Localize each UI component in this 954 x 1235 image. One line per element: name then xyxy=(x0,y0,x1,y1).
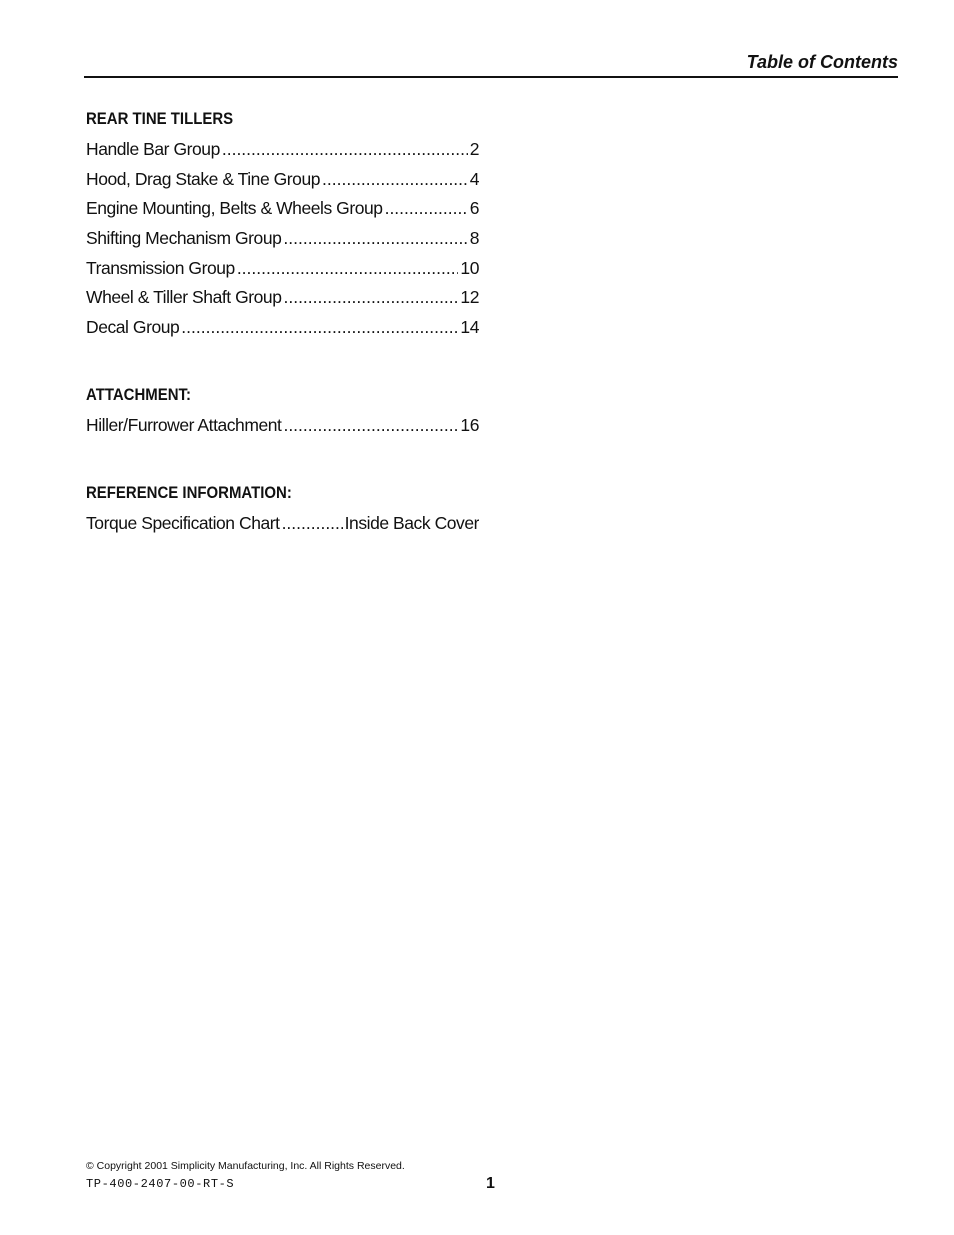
toc-entry-label: Decal Group xyxy=(86,317,180,338)
toc-entry-page: 6 xyxy=(469,198,479,219)
toc-entry-transmission-group[interactable] xyxy=(86,257,479,287)
toc-entry-label: Hood, Drag Stake & Tine Group xyxy=(86,168,321,189)
footer-copyright: © Copyright 2001 Simplicity Manufacturing, Inc. All Rights Reserved. xyxy=(86,1160,405,1172)
toc-entry-label: Transmission Group xyxy=(86,257,235,278)
toc-entry-label: Hiller/Furrower Attachment xyxy=(86,414,282,435)
toc-entry-label: Wheel & Tiller Shaft Group xyxy=(86,287,282,308)
section-heading: ATTACHMENT: xyxy=(86,384,191,404)
section-rear-tine-tillers xyxy=(86,108,479,346)
toc-entry-torque-specification-chart[interactable] xyxy=(86,512,479,542)
dot-leader xyxy=(322,168,468,190)
footer-part-number: TP-400-2407-00-RT-S xyxy=(86,1177,235,1191)
table-of-contents xyxy=(86,108,479,579)
toc-entry-decal-group[interactable] xyxy=(86,316,479,346)
toc-entry-page: 10 xyxy=(460,257,479,278)
toc-entry-hood-drag-stake-tine-group[interactable] xyxy=(86,168,479,198)
section-heading: REAR TINE TILLERS xyxy=(86,109,234,128)
toc-entry-hiller-furrower-attachment[interactable] xyxy=(86,414,479,444)
dot-leader xyxy=(283,227,467,249)
header-rule xyxy=(84,76,898,78)
section-heading: REFERENCE INFORMATION: xyxy=(86,482,292,502)
toc-entry-page: 16 xyxy=(460,414,479,435)
toc-entry-page: 2 xyxy=(469,139,479,159)
dot-leader xyxy=(237,257,459,279)
page-number: 1 xyxy=(486,1175,495,1192)
toc-entry-page: 4 xyxy=(469,168,479,189)
dot-leader xyxy=(385,197,468,219)
dot-leader xyxy=(282,512,343,534)
toc-entry-label: Engine Mounting, Belts & Wheels Group xyxy=(86,198,383,219)
toc-entry-engine-mounting-group[interactable] xyxy=(86,197,479,227)
section-reference-information xyxy=(86,482,479,542)
toc-entry-handle-bar-group[interactable] xyxy=(86,138,479,168)
dot-leader xyxy=(283,414,458,436)
toc-entry-page: Inside Back Cover xyxy=(344,512,479,533)
section-attachment xyxy=(86,384,479,444)
toc-entry-page: 12 xyxy=(460,287,479,308)
dot-leader xyxy=(222,138,468,160)
toc-entry-wheel-tiller-shaft-group[interactable] xyxy=(86,286,479,316)
toc-entry-page: 14 xyxy=(460,317,479,338)
toc-entry-page: 8 xyxy=(469,228,479,249)
dot-leader xyxy=(283,286,458,308)
page-header-title: Table of Contents xyxy=(746,52,898,72)
toc-entry-shifting-mechanism-group[interactable] xyxy=(86,227,479,257)
dot-leader xyxy=(181,316,458,338)
toc-entry-label: Shifting Mechanism Group xyxy=(86,228,282,249)
toc-entry-label: Handle Bar Group xyxy=(86,139,220,159)
toc-entry-label: Torque Specification Chart xyxy=(86,512,280,533)
